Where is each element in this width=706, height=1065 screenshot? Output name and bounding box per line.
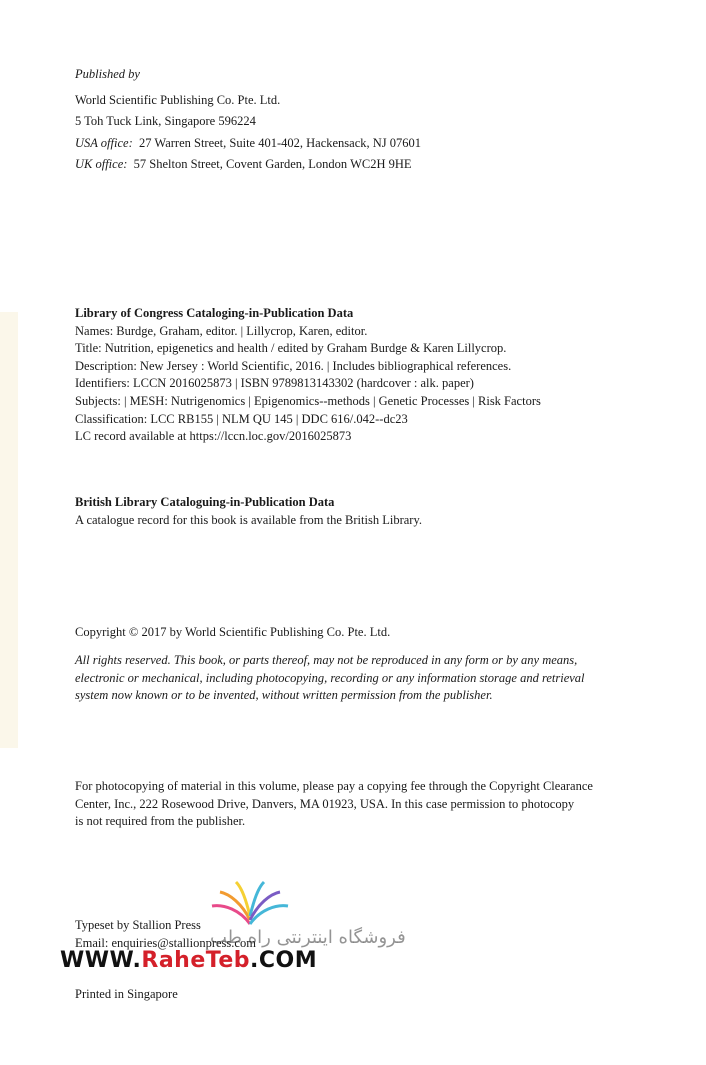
loc-line-names: Names: Burdge, Graham, editor. | Lillycrop, Karen, editor. — [75, 323, 368, 338]
photocopy-line-3: is not required from the publisher. — [75, 814, 246, 828]
loc-line-identifiers: Identifiers: LCCN 2016025873 | ISBN 9789813143302 (hardcover : alk. paper) — [75, 376, 474, 391]
copyright-line: Copyright © 2017 by World Scientific Publishing Co. Pte. Ltd. — [75, 625, 391, 639]
loc-line-subjects: Subjects: | MESH: Nutrigenomics | Epigenomics--methods | Genetic Processes | Risk Factors — [75, 393, 541, 408]
watermark-url-com: .COM — [250, 948, 318, 973]
loc-cip-block — [75, 305, 541, 446]
uk-office-line — [75, 154, 421, 176]
uk-office-address: 57 Shelton Street, Covent Garden, London WC2H 9HE — [133, 157, 412, 171]
rights-paragraph — [75, 652, 645, 705]
copyright-block — [75, 624, 390, 642]
loc-cip-heading: Library of Congress Cataloging-in-Publication Data — [75, 306, 354, 320]
published-by-heading: Published by — [75, 67, 140, 81]
photocopy-line-2: Center, Inc., 222 Rosewood Drive, Danvers, MA 01923, USA. In this case permission to photocopy — [75, 796, 575, 811]
rahe-teb-watermark — [60, 880, 406, 980]
usa-office-line — [75, 133, 421, 155]
rights-line-1: All rights reserved. This book, or parts thereof, may not be reproduced in any form or by any means, — [75, 653, 578, 667]
watermark-url-name: RaheTeb — [141, 948, 250, 973]
usa-office-address: 27 Warren Street, Suite 401-402, Hackensack, NJ 07601 — [139, 135, 422, 150]
loc-line-classification: Classification: LCC RB155 | NLM QU 145 | DDC 616/.042--dc23 — [75, 411, 408, 426]
loc-line-title: Title: Nutrition, epigenetics and health / edited by Graham Burdge & Karen Lillycrop. — [75, 341, 507, 356]
typeset-email: Email: enquiries@stallionpress.com — [75, 935, 256, 950]
bl-cip-block — [75, 494, 422, 529]
publisher-block — [75, 64, 421, 176]
usa-office-label: USA office: — [75, 135, 133, 150]
publisher-address: 5 Toh Tuck Link, Singapore 596224 — [75, 114, 256, 128]
open-book-logo-icon — [210, 880, 290, 926]
uk-office-label: UK office: — [75, 157, 128, 171]
watermark-url — [60, 948, 317, 973]
loc-line-description: Description: New Jersey : World Scientific, 2016. | Includes bibliographical references. — [75, 358, 512, 373]
typeset-line: Typeset by Stallion Press — [75, 918, 201, 932]
watermark-url-www: WWW. — [60, 948, 142, 973]
photocopy-line-1: For photocopying of material in this volume, please pay a copying fee through the Copyright Clearance — [75, 779, 593, 793]
publisher-name: World Scientific Publishing Co. Pte. Ltd. — [75, 92, 281, 107]
printed-in-block — [75, 984, 178, 1006]
photocopy-notice — [75, 778, 647, 831]
bl-cip-heading: British Library Cataloguing-in-Publication Data — [75, 495, 335, 509]
watermark-persian-text: فروشگاه اینترنتی راه طب — [210, 927, 406, 948]
rights-line-2: electronic or mechanical, including photocopying, recording or any information storage and retrieval — [75, 670, 585, 685]
printed-in-line: Printed in Singapore — [75, 987, 178, 1001]
page-edge-tint — [0, 312, 18, 748]
bl-cip-text: A catalogue record for this book is available from the British Library. — [75, 512, 423, 527]
rights-line-3: system now known or to be invented, without written permission from the publisher. — [75, 688, 493, 702]
loc-line-record: LC record available at https://lccn.loc.gov/2016025873 — [75, 429, 352, 444]
